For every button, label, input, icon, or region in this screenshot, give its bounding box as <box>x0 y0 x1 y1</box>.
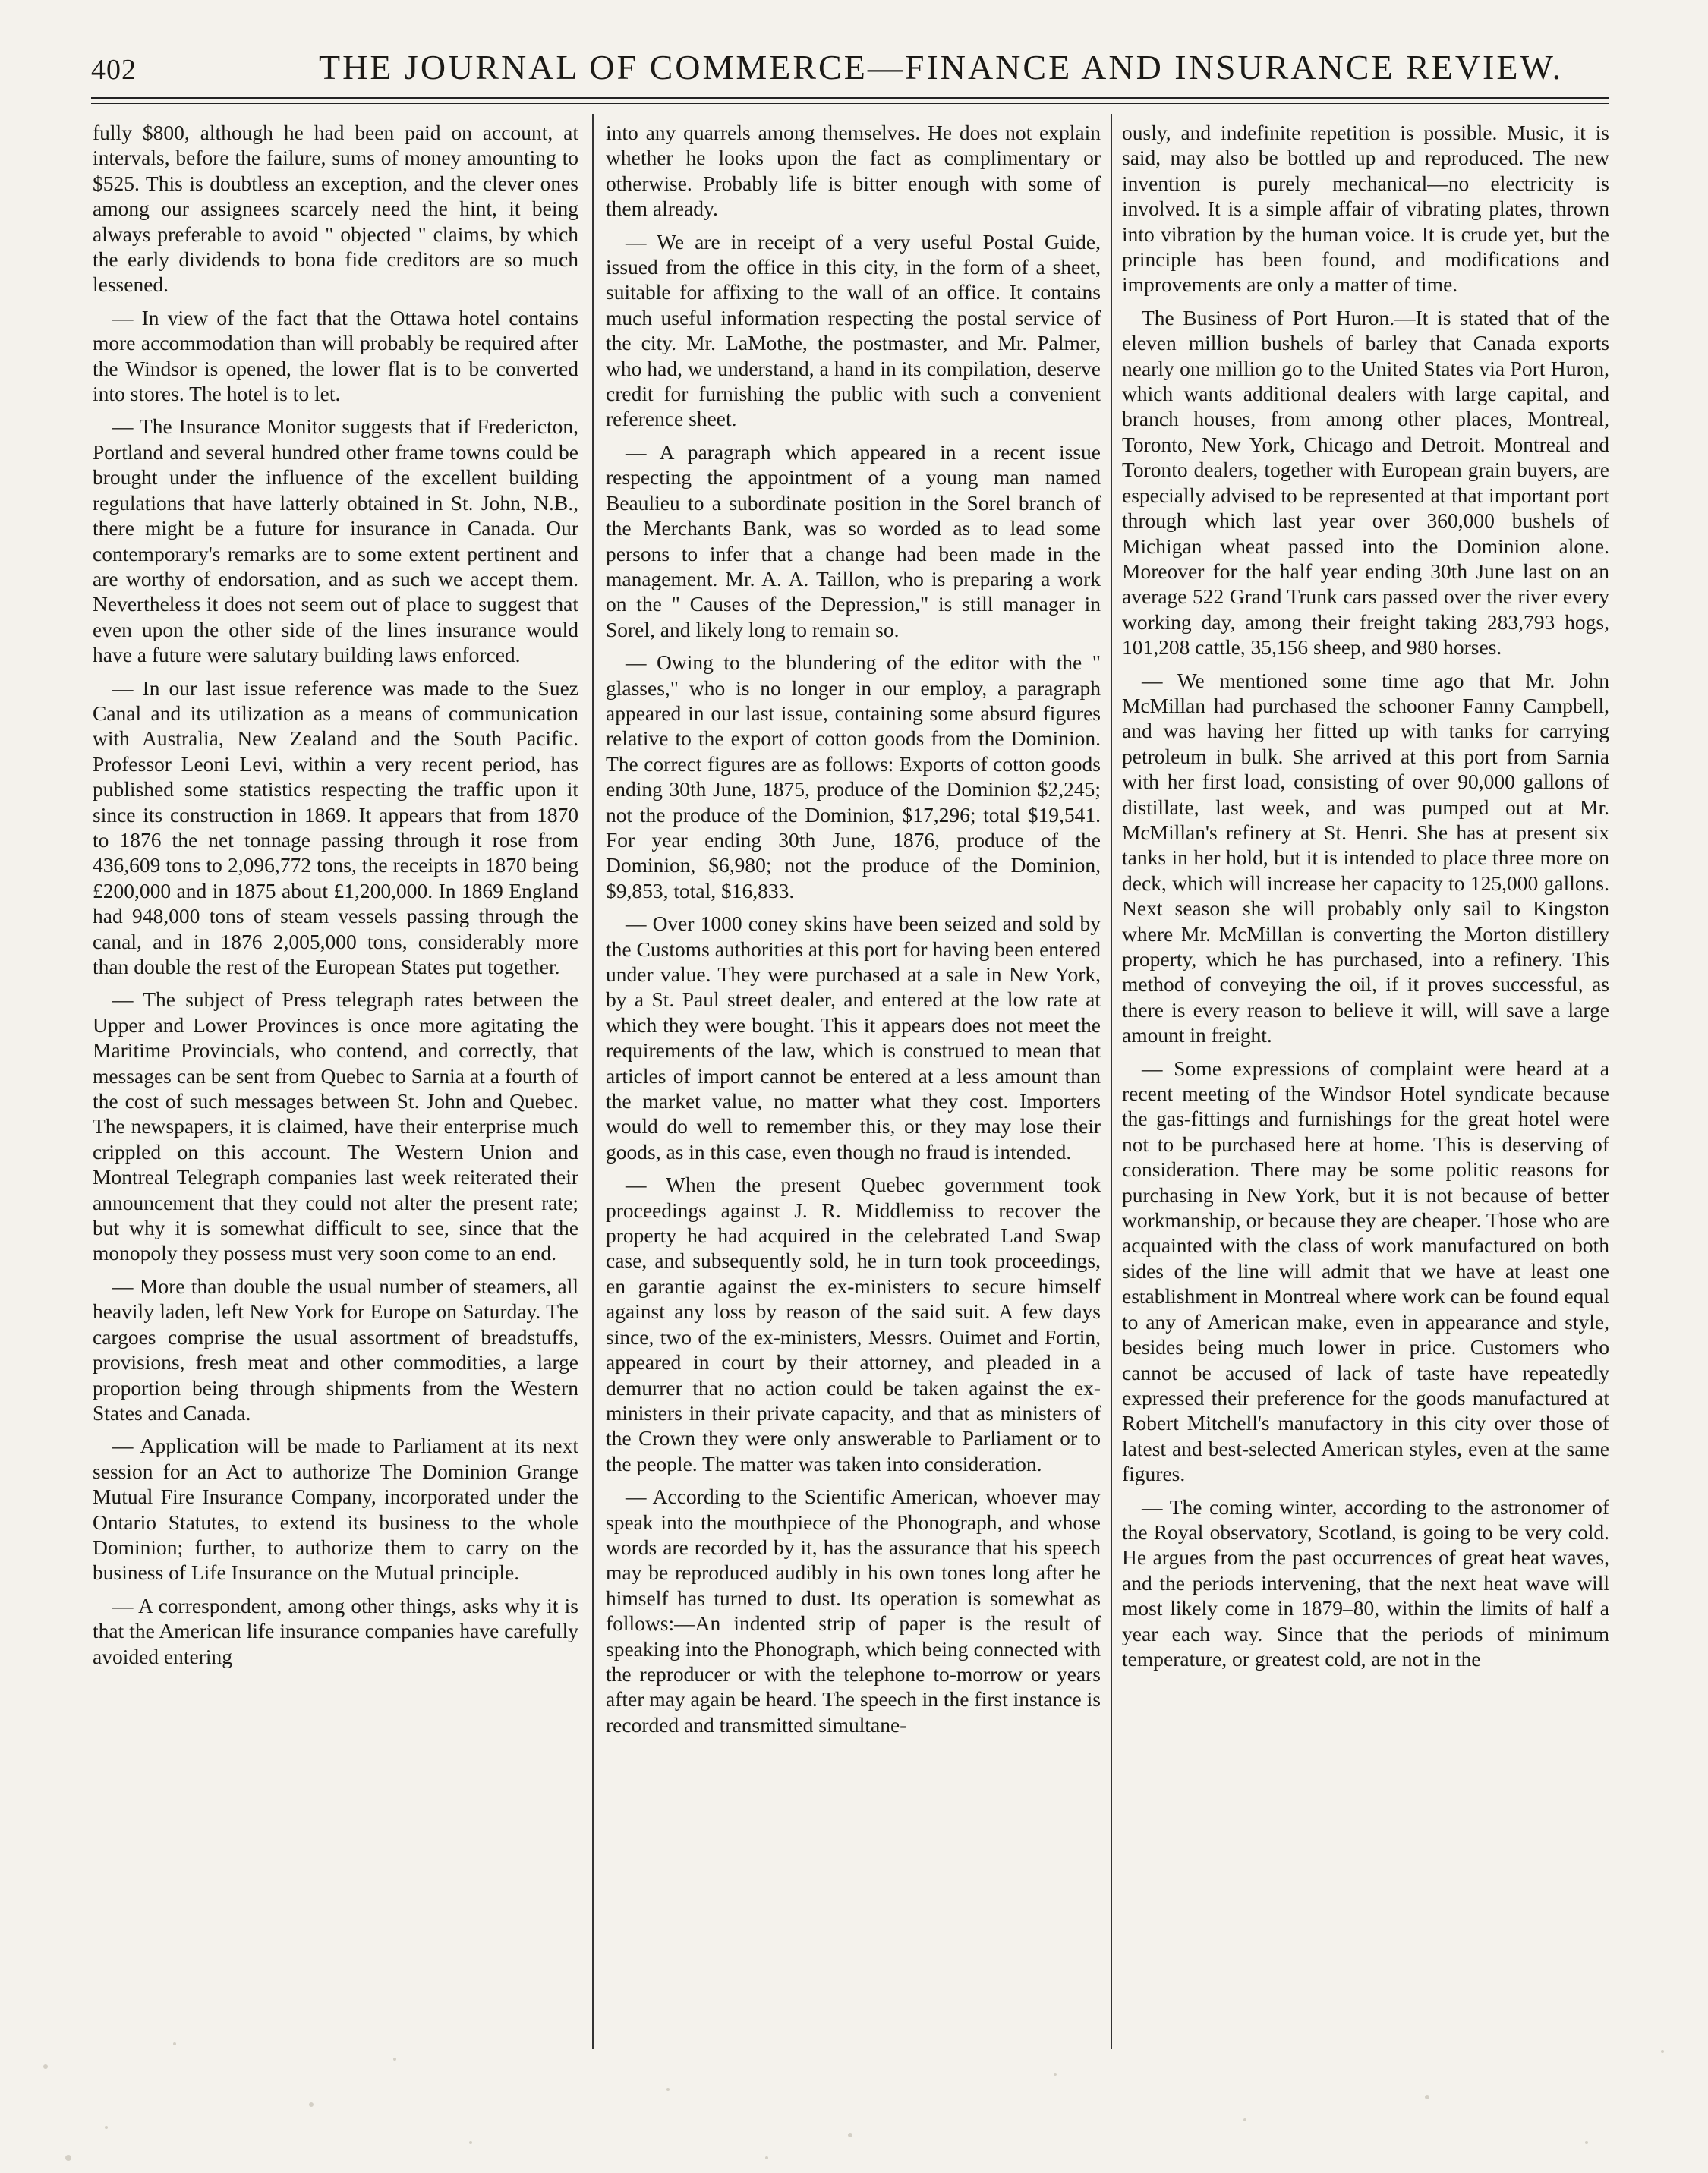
header-rule-thick <box>91 97 1609 99</box>
paragraph: — The subject of Press telegraph rates between the Upper and Lower Provinces is once more agitating the Maritime Provincials, who contend, and correctly, that messages can be sent from Quebec to Sarnia at a fourth of the cost of such messages between St. John and Quebec. The newspapers, it is claimed, have their enterprise much crippled on this account. The Western Union and Montreal Telegraph companies last week reiterated their announcement that they could not alter the present rate; but why it is somewhat difficult to see, since that the monopoly they possess must very soon come to an end. <box>93 987 578 1265</box>
paragraph: — We mentioned some time ago that Mr. John McMillan had purchased the schooner Fanny Campbell, and was having her fitted up with tanks for carrying petroleum in bulk. She arrived at this port from Sarnia with her first load, consisting of over 90,000 gallons of distillate, last week, and was pumped out at Mr. McMillan's refinery at St. Henri. She has at present six tanks in her hold, but it is intended to place three more on deck, which will increase her capacity to 125,000 gallons. Next season she will probably only sail to Kingston where Mr. McMillan is converting the Morton distillery property, which he has purchased, into a refinery. This method of conveying the oil, if it proves successful, as there is every reason to believe it will, will save a large amount in freight. <box>1122 668 1609 1047</box>
paragraph: fully $800, although he had been paid on account, at intervals, before the failure, sums of money amounting to $525. This is doubtless an exception, and the clever ones among our assignees scarcely need the hint, it being always preferable to avoid " objected " claims, by which the early dividends to bona fide creditors are so much lessened. <box>93 121 578 297</box>
paragraph: — According to the Scientific American, whoever may speak into the mouthpiece of the Phonograph, and whose words are recorded by it, has the assurance that his speech may be reproduced audibly in his own tones long after he himself has turned to dust. Its operation is somewhat as follows:—An indented strip of paper is the result of speaking into the Phonograph, which being connected with the reproducer or with the telephone to-morrow or years after may again be heard. The speech in the first instance is recorded and transmitted simultane- <box>606 1485 1101 1737</box>
paragraph: ously, and indefinite repetition is possible. Music, it is said, may also be bottled up and reproduced. The new invention is purely mechanical—no electricity is involved. It is a simple affair of vibrating plates, thrown into vibration by the human voice. It is crude yet, but the principle has been found, and modifications and improvements are only a matter of time. <box>1122 121 1609 297</box>
paragraph: — The Insurance Monitor suggests that if Fredericton, Portland and several hundred other frame towns could be brought under the influence of the excellent building regulations that have latterly obtained in St. John, N.B., there might be a future for insurance in Canada. Our contemporary's remarks are to some extent pertinent and are worthy of endorsation, and as such we accept them. Nevertheless it does not seem out of place to suggest that even upon the other side of the lines insurance would have a future were salutary building laws enforced. <box>93 414 578 667</box>
paragraph: — More than double the usual number of steamers, all heavily laden, left New York for Europe on Saturday. The cargoes comprise the usual assortment of breadstuffs, provisions, fresh meat and other commodities, a large proportion being through shipments from the Western States and Canada. <box>93 1274 578 1425</box>
paragraph: — Owing to the blundering of the editor with the " glasses," who is no longer in our employ, a paragraph appeared in our last issue, containing some absurd figures relative to the export of cotton goods from the Dominion. The correct figures are as follows: Exports of cotton goods ending 30th June, 1875, produce of the Dominion $2,245; not the produce of the Dominion, $17,296; total $19,541. For year ending 30th June, 1876, produce of the Dominion, $6,980; not the produce of the Dominion, $9,853, total, $16,833. <box>606 650 1101 902</box>
paragraph: — A paragraph which appeared in a recent issue respecting the appointment of a young man named Beaulieu to a subordinate position in the Sorel branch of the Merchants Bank, was so worded as to lead some persons to infer that a change had been made in the management. Mr. A. A. Taillon, who is preparing a work on the " Causes of the Depression," is still manager in Sorel, and likely long to remain so. <box>606 439 1101 641</box>
paragraph: — Over 1000 coney skins have been seized and sold by the Customs authorities at this port for having been entered under value. They were purchased at a sale in New York, by a St. Paul street dealer, and entered at the low rate at which they were bought. This it appears does not meet the requirements of the law, which is construed to mean that articles of import cannot be entered at a less amount than the market value, no matter what they cost. Importers would do well to remember this, or they may lose their goods, as in this case, even though no fraud is intended. <box>606 912 1101 1164</box>
paragraph: — We are in receipt of a very useful Postal Guide, issued from the office in this city, in the form of a sheet, suitable for affixing to the wall of an office. It contains much useful information respecting the postal service of the city. Mr. LaMothe, the postmaster, and Mr. Palmer, who had, we understand, a hand in its compilation, deserve credit for furnishing the public with such a convenient reference sheet. <box>606 229 1101 431</box>
column-2 <box>606 120 1101 2033</box>
paragraph: — In our last issue reference was made to the Suez Canal and its utilization as a means of communication with Australia, New Zealand and the South Pacific. Professor Leoni Levi, within a very recent period, has published some statistics respecting the traffic upon it since its construction in 1869. It appears that from 1870 to 1876 the net tonnage passing through it rose from 436,609 tons to 2,096,772 tons, the receipts in 1870 being £200,000 and in 1875 about £1,200,000. In 1869 England had 948,000 tons of steam vessels passing through the canal, and in 1876 2,005,000 tons, considerably more than double the rest of the European States put together. <box>93 676 578 978</box>
paragraph: The Business of Port Huron.—It is stated that of the eleven million bushels of barley that Canada exports nearly one million go to the United States via Port Huron, which wants additional dealers with large capital, and branch houses, from among other places, Montreal, Toronto, New York, Chicago and Detroit. Montreal and Toronto dealers, together with European grain buyers, are especially advised to be represented at that important port through which last year over 360,000 bushels of Michigan wheat passed into the Dominion alone. Moreover for the half year ending 30th June last on an average 522 Grand Trunk cars passed over the river every working day, among their freight taking 283,793 hogs, 101,208 cattle, 35,156 sheep, and 980 horses. <box>1122 305 1609 660</box>
paragraph: — A correspondent, among other things, asks why it is that the American life insurance companies have carefully avoided entering <box>93 1593 578 1668</box>
paper-speckle-texture <box>0 1976 1708 2173</box>
header-rule-thin <box>91 103 1609 104</box>
paragraph: — In view of the fact that the Ottawa hotel contains more accommodation than will probably be required after the Windsor is opened, the lower flat is to be converted into stores. The hotel is to let. <box>93 305 578 406</box>
paragraph: — Some expressions of complaint were heard at a recent meeting of the Windsor Hotel syndicate because the gas-fittings and furnishings for the great hotel were not to be purchased here at home. This is deserving of consideration. There may be some politic reasons for purchasing in New York, but it is not because of better workmanship, or because they are cheaper. Those who are acquainted with the class of work manufactured on both sides of the line will admit that we have at least one establishment in Montreal where work can be found equal to any of American make, even in appearance and style, besides being much lower in price. Customers who cannot be accused of lack of taste have repeatedly expressed their preference for the goods manufactured at Robert Mitchell's manufactory in this city over those of latest and best-selected American styles, even at the same figures. <box>1122 1056 1609 1486</box>
page-header <box>91 43 1609 103</box>
paragraph: — The coming winter, according to the astronomer of the Royal observatory, Scotland, is going to be very cold. He argues from the past occurrences of great heat waves, and the periods intervening, that the next heat wave will most likely come in 1879–80, within the limits of half a year each way. Since that the periods of minimum temperature, or greatest cold, are not in the <box>1122 1494 1609 1671</box>
column-divider-2 <box>1111 114 1112 2049</box>
column-1 <box>93 120 578 2033</box>
paragraph: — Application will be made to Parliament at its next session for an Act to authorize The Dominion Grange Mutual Fire Insurance Company, incorporated under the Ontario Statutes, to extend its business to the whole Dominion; further, to authorize them to carry on the business of Life Insurance on the Mutual principle. <box>93 1434 578 1585</box>
column-3 <box>1122 120 1609 2033</box>
paragraph: into any quarrels among themselves. He does not explain whether he looks upon the fact as complimentary or otherwise. Probably life is bitter enough with some of them already. <box>606 121 1101 221</box>
journal-title: THE JOURNAL OF COMMERCE—FINANCE AND INSURANCE REVIEW. <box>319 48 1564 87</box>
page-number: 402 <box>91 54 137 86</box>
paragraph: — When the present Quebec government took proceedings against J. R. Middlemiss to recover the property he had acquired in the celebrated Land Swap case, and subsequently sold, he in turn took proceedings, en garantie against the ex-ministers to secure himself against any loss by reason of the said suit. A few days since, two of the ex-ministers, Messrs. Ouimet and Fortin, appeared in court by their attorney, and pleaded in a demurrer that no action could be taken against the ex-ministers in their private capacity, and that as ministers of the Crown they were only answerable to Parliament or to the people. The matter was taken into consideration. <box>606 1173 1101 1475</box>
column-divider-1 <box>592 114 594 2049</box>
